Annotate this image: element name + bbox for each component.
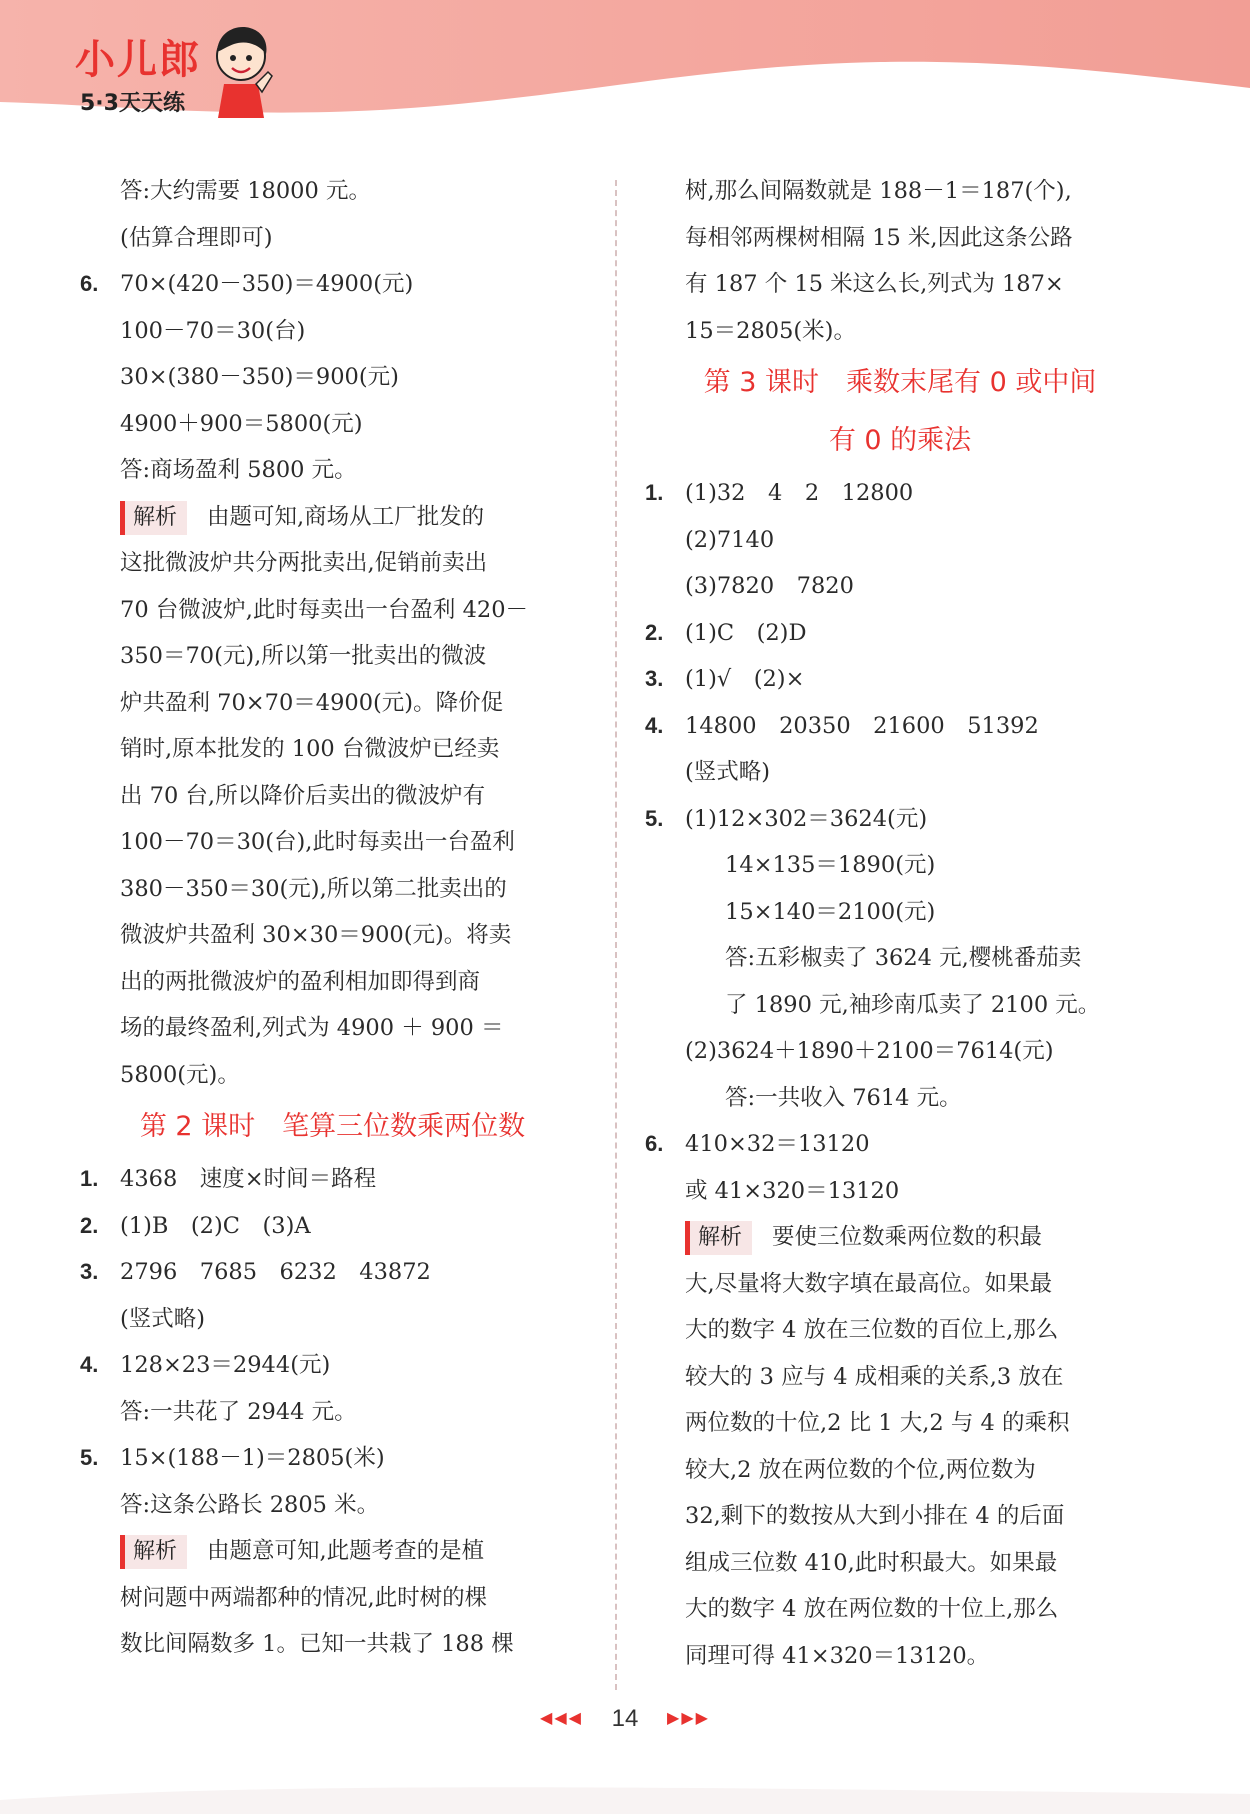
line-text: 15×140＝2100(元) [725, 898, 936, 925]
section-heading: 第 2 课时 笔算三位数乘两位数 [139, 1111, 526, 1142]
text-line [645, 982, 1155, 1029]
text-line [80, 1249, 585, 1296]
line-text: (1)32 4 2 12800 [685, 480, 914, 506]
question-number: 2. [645, 619, 664, 645]
line-text: 数比间隔数多 1。已知一共栽了 188 棵 [120, 1631, 514, 1657]
text-line [80, 168, 585, 215]
line-text: 有 187 个 15 米这么长,列式为 187× [685, 271, 1064, 297]
text-line [645, 308, 1155, 355]
line-text: (3)7820 7820 [685, 573, 854, 599]
column-divider [615, 180, 617, 1690]
text-line [645, 1633, 1155, 1680]
line-text: 每相邻两棵树相隔 15 米,因此这条公路 [685, 224, 1073, 251]
line-text: 同理可得 41×320＝13120。 [685, 1642, 990, 1669]
text-line [80, 308, 585, 355]
line-text: 大的数字 4 放在三位数的百位上,那么 [685, 1317, 1059, 1343]
text-line [80, 1203, 585, 1250]
section-heading: 第 3 课时 乘数末尾有 0 或中间 [703, 367, 1097, 398]
text-line [80, 1482, 585, 1529]
text-line [80, 587, 585, 634]
text-line [80, 1575, 585, 1622]
text-line [645, 935, 1155, 982]
text-line [645, 1400, 1155, 1447]
line-text: 5800(元)。 [120, 1061, 240, 1088]
line-text: 出的两批微波炉的盈利相加即得到商 [120, 968, 481, 995]
question-number: 4. [80, 1352, 99, 1377]
line-text: 大,尽量将大数字填在最高位。如果最 [685, 1270, 1053, 1297]
text-line [645, 517, 1155, 564]
line-text: 14800 20350 21600 51392 [685, 712, 1039, 739]
line-text: 2796 7685 6232 43872 [120, 1259, 431, 1285]
line-text: 128×23＝2944(元) [120, 1352, 331, 1378]
line-text: 这批微波炉共分两批卖出,促销前卖出 [120, 550, 488, 576]
line-text: 答:一共收入 7614 元。 [725, 1084, 962, 1111]
text-line [80, 726, 585, 773]
line-text: (2)7140 [685, 526, 775, 553]
line-text: 出 70 台,所以降价后卖出的微波炉有 [120, 782, 486, 809]
line-text: (竖式略) [685, 759, 771, 785]
text-line [645, 610, 1155, 657]
line-text: 15＝2805(米)。 [685, 317, 856, 344]
text-line [80, 1296, 585, 1343]
mascot-boy-icon [206, 22, 276, 118]
text-line [645, 749, 1155, 796]
question-number: 1. [645, 480, 664, 505]
text-line [80, 447, 585, 494]
line-text: (1)12×302＝3624(元) [685, 805, 928, 832]
text-line [645, 1261, 1155, 1308]
line-text: 由题意可知,此题考查的是植 [207, 1538, 485, 1564]
line-text: 380－350＝30(元),所以第二批卖出的 [120, 875, 507, 902]
text-line [645, 1540, 1155, 1587]
question-number: 5. [645, 805, 664, 831]
text-line [80, 912, 585, 959]
line-text: 较大的 3 应与 4 成相乘的关系,3 放在 [685, 1363, 1064, 1390]
text-line [645, 1121, 1155, 1168]
text-line [645, 1075, 1155, 1122]
question-number: 3. [80, 1259, 99, 1284]
line-text: 树,那么间隔数就是 188－1＝187(个), [685, 178, 1072, 204]
page-footer [0, 1705, 1250, 1733]
line-text: (1)√ (2)× [685, 666, 805, 692]
line-text: 答:大约需要 18000 元。 [120, 178, 371, 204]
line-text: 30×(380－350)＝900(元) [120, 364, 399, 390]
line-text: (2)3624＋1890＋2100＝7614(元) [685, 1038, 1054, 1064]
text-line [80, 1621, 585, 1668]
text-line [80, 401, 585, 448]
text-line [645, 1028, 1155, 1075]
text-line [80, 354, 585, 401]
right-column [645, 168, 1155, 1679]
line-text: 410×32＝13120 [685, 1131, 870, 1157]
question-number: 6. [645, 1131, 664, 1156]
line-text: 答:这条公路长 2805 米。 [120, 1491, 380, 1518]
text-line [645, 563, 1155, 610]
line-text: (估算合理即可) [120, 224, 273, 251]
bottom-band [0, 1770, 1250, 1814]
left-column [80, 168, 585, 1668]
text-line [645, 215, 1155, 262]
text-line [645, 1307, 1155, 1354]
arrows-left-icon: ◀◀◀ [540, 1710, 583, 1727]
line-text: (1)B (2)C (3)A [120, 1212, 311, 1239]
text-line [645, 1168, 1155, 1215]
line-text: 场的最终盈利,列式为 4900 ＋ 900 ＝ [120, 1015, 504, 1041]
line-text: 答:五彩椒卖了 3624 元,樱桃番茄卖 [725, 945, 1082, 971]
arrows-right-icon: ▶▶▶ [667, 1710, 710, 1727]
question-number: 3. [645, 666, 664, 691]
text-line [80, 819, 585, 866]
text-line [645, 470, 1155, 517]
text-line [80, 1435, 585, 1482]
brand-logo: 小儿郎 [75, 37, 201, 83]
page-header [0, 0, 1250, 130]
line-text: 答:一共花了 2944 元。 [120, 1398, 357, 1425]
line-text: 14×135＝1890(元) [725, 852, 936, 878]
text-line [645, 656, 1155, 703]
text-line [80, 959, 585, 1006]
line-text: 70 台微波炉,此时每卖出一台盈利 420－ [120, 596, 529, 623]
question-number: 1. [80, 1166, 99, 1191]
text-line [645, 796, 1155, 843]
analysis-tag: 解析 [120, 1535, 187, 1569]
text-line [80, 215, 585, 262]
line-text: 树问题中两端都种的情况,此时树的棵 [120, 1584, 488, 1611]
line-text: 100－70＝30(台),此时每卖出一台盈利 [120, 829, 515, 855]
text-line [80, 494, 585, 541]
text-line [645, 1493, 1155, 1540]
page-number: 14 [611, 1705, 639, 1732]
question-number: 4. [645, 712, 664, 738]
line-text: 微波炉共盈利 30×30＝900(元)。将卖 [120, 922, 512, 948]
line-text: 350＝70(元),所以第一批卖出的微波 [120, 643, 487, 669]
text-line [80, 680, 585, 727]
text-line [80, 261, 585, 308]
line-text: 组成三位数 410,此时积最大。如果最 [685, 1549, 1058, 1576]
line-text: 两位数的十位,2 比 1 大,2 与 4 的乘积 [685, 1410, 1070, 1436]
brand-subtitle: 5·3天天练 [80, 91, 185, 116]
line-text: 大的数字 4 放在两位数的十位上,那么 [685, 1596, 1059, 1622]
text-line [80, 773, 585, 820]
text-line [80, 540, 585, 587]
line-text: (竖式略) [120, 1305, 206, 1332]
section-heading: 有 0 的乘法 [828, 425, 972, 456]
question-number: 2. [80, 1212, 99, 1238]
line-text: 要使三位数乘两位数的积最 [772, 1224, 1043, 1250]
line-text: 了 1890 元,袖珍南瓜卖了 2100 元。 [725, 991, 1101, 1018]
analysis-tag: 解析 [685, 1221, 752, 1255]
text-line [80, 1389, 585, 1436]
text-line [80, 1528, 585, 1575]
question-number: 5. [80, 1445, 99, 1470]
line-text: 100－70＝30(台) [120, 317, 306, 344]
text-line [645, 1447, 1155, 1494]
line-text: (1)C (2)D [685, 619, 807, 646]
line-text: 32,剩下的数按从大到小排在 4 的后面 [685, 1503, 1065, 1529]
line-text: 15×(188－1)＝2805(米) [120, 1445, 385, 1471]
text-line [80, 1156, 585, 1203]
text-line [80, 633, 585, 680]
text-line [645, 168, 1155, 215]
text-line [645, 889, 1155, 936]
line-text: 销时,原本批发的 100 台微波炉已经卖 [120, 736, 500, 762]
text-line [645, 1214, 1155, 1261]
line-text: 炉共盈利 70×70＝4900(元)。降价促 [120, 689, 504, 716]
line-text: 4368 速度×时间＝路程 [120, 1166, 377, 1192]
line-text: 由题可知,商场从工厂批发的 [207, 503, 485, 530]
text-line [80, 866, 585, 913]
text-line [645, 261, 1155, 308]
text-line [80, 1052, 585, 1099]
line-text: 较大,2 放在两位数的个位,两位数为 [685, 1456, 1036, 1483]
line-text: 答:商场盈利 5800 元。 [120, 457, 357, 483]
text-line [80, 1005, 585, 1052]
text-line [645, 1586, 1155, 1633]
text-line [645, 1354, 1155, 1401]
text-line [80, 1342, 585, 1389]
question-number: 6. [80, 271, 99, 296]
line-text: 70×(420－350)＝4900(元) [120, 271, 414, 297]
line-text: 或 41×320＝13120 [685, 1177, 900, 1204]
text-line [645, 842, 1155, 889]
text-line [645, 703, 1155, 750]
analysis-tag: 解析 [120, 501, 187, 535]
line-text: 4900＋900＝5800(元) [120, 410, 363, 437]
